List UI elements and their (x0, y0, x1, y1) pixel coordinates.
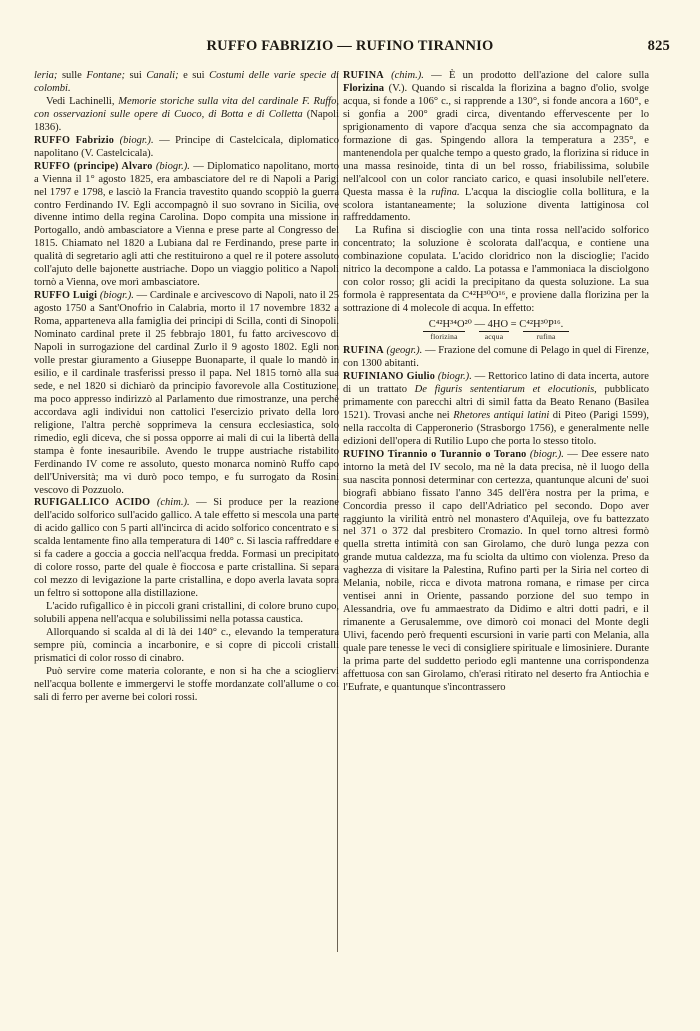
formula-label: florizina (423, 331, 465, 341)
entry-paragraph: L'acido rufigallico è in piccoli grani cristallini, di colore bruno cupo, solubili appena nell'acqua e solubilissimi nella potassa caustica. (34, 601, 339, 626)
right-column (343, 70, 649, 695)
reference-paragraph: Vedi Lachinelli, Memorie storiche sulla vita del cardinale F. Ruffo, con osservazioni sulle opere di Cuoco, di Botta e di Colletta (Napoli 1836). (34, 95, 339, 133)
entry-ruffo-luigi: RUFFO Luigi (biogr.). — Cardinale e arcivescovo di Napoli, nato il 25 agosto 1750 a Sant'Onofrio in Calabria, morto il 17 novembre 1832 a Roma, apparteneva alla famiglia dei principi di Scilla, conti di Sinopoli. Nominato cardinal prete il 25 febbrajo 1801, fu fatto arcivescovo di Napoli in surrogazione del cardinal Zurlo il 9 agosto 1802. Egli non volle prestar giuramento a Giuseppe Buonaparte, il quale lo mandò in esilio, e il cardinale trasferissi presso il papa. Nel 1815 tornò alla sua sede, e nel 1820 si dichiarò da principio favorevole alla Costituzione, ma poco appresso indirizzò al Parlamento due rimostranze, una perchè accordava agli individui non cattolici l'esercizio privato della loro religione, l'altra perchè sopprimeva la censura ecclesiastica, solo rimedio, egli diceva, che si possa opporre ai mali di cui la libertà della stampa è fonte inesauribile. Avendo le truppe austriache ristabilito Ferdinando IV come re assoluto, questo monarca nominò Ruffo capo dell'Università; ma vi durò poco tempo, e fu surrogato da Rosini vescovo di Pozzuolo. (34, 290, 340, 496)
formula-label: acqua (479, 331, 509, 341)
entry-rufina-geogr: RUFINA (geogr.). — Frazione del comune di Pelago in quel di Firenze, con 1300 abitanti. (343, 345, 649, 370)
entry-headword: RUFFO Fabrizio (34, 134, 115, 146)
entry-headword: RUFINA (343, 345, 384, 357)
formula-labels (343, 331, 649, 341)
entry-rufiniano-giulio: RUFINIANO Giulio (biogr.). — Rettorico latino di data incerta, autore di un trattato De figuris sententiarum et elocutionis, pubblicato primamente con parecchi altri di simil fatta da Beato Renano (Basilea 1521). Trovasi anche nei Rhetores antiqui latini di Piteo (Parigi 1599), nella raccolta di Capperonerio (Strasborgo 1756), e generalmente nelle edizioni dell'opera di Rutilio Lupo che porta lo stesso titolo. (343, 371, 650, 447)
running-header (30, 38, 670, 60)
formula-equation: C⁴²H³⁴O²⁰ — 4HO = C⁴²H³⁰P¹⁶. (428, 319, 564, 331)
left-column (34, 70, 339, 705)
entry-headword: RUFINO Tirannio o Turannio o Torano (343, 448, 527, 460)
continued-paragraph: leria; sulle Fontane; sui Canali; e sui Costumi delle varie specie di colombi. (34, 70, 339, 94)
entry-ruffo-fabrizio: RUFFO Fabrizio (biogr.). — Principe di Castelcicala, diplomatico napolitano (V. Castelcicala). (34, 134, 339, 159)
entry-headword: RUFINIANO Giulio (343, 371, 435, 383)
formula-label: rufina (523, 331, 569, 341)
entry-headword: RUFFO (principe) Alvaro (34, 160, 153, 172)
entry-paragraph: Può servire come materia colorante, e non si ha che a sciogliervi nell'acqua bollente e immergervi le stoffe mordanzate coll'allume o coi sali di ferro per averne bei colori rossi. (34, 665, 339, 703)
entry-rufino-tirannio: RUFINO Tirannio o Turannio o Torano (biogr.). — Dee essere nato intorno la metà del IV secolo, ma nè la data precisa, nè il luogo della sua nascita ponnosi determinar con certezza, quantunque alcuni de' suoi biografi abbiano fissato l'anno 345 dell'èra nostra per la prima, e Concordia presso il capo dell'Adriatico pel secondo. Dopo aver raggiunto la virilità entrò nel monastero d'Aquileja, ove fu battezzato nel 371 o 372 dal presbitero Cromazio. In quel torno altresì formò quella stretta intimità con san Girolamo, che durò lunga pezza con grande mutua caldezza, ma fu sciolta da ultimo con violenza. Preso da vaghezza di visitare la Palestina, Rufino partì per la Siria nel corteo di Melania, nobile, ricca e divota matrona romana, e rimase per circa ventisei anni in Oriente, passando porzione del suo tempo in Alessandria, ove fu ammaestrato da Didimo e altri dotti padri, e il rimanente a Gerusalemme, ove dimorò coi monaci del Monte degli Ulivi, facendo però frequenti escursioni in varie parti con Melania, alla quale pare tenesse le veci di consigliere spirituale e limosiniere. Durante la prima parte del suddetto periodo egli mantenne una corrispondenza affettuosa con san Girolamo, ch'erasi ritirato nel deserto fra Antiochia e l'Eufrate, e quantunque s'incontrassero (343, 448, 649, 693)
page-title: RUFFO FABRIZIO — RUFINO TIRANNIO (206, 38, 494, 54)
entry-paragraph: La Rufina si discioglie con una tinta rossa nell'acido solforico concentrato; la soluzione è scolorata dall'acqua, e contiene una combinazione copulata. L'acido cloridrico non la discioglie; l'acido nitrico la decompone a caldo. La potassa e l'ammoniaca la disciolgono con color rosso; gli acidi la precipitano da questa soluzione. La sua formola è rappresentata da C⁴²H³⁰O¹⁶, e proviene dalla florizina per la sottrazione di 4 molecole di acqua. In effetto: (343, 225, 649, 315)
entry-headword: RUFFO Luigi (34, 290, 98, 302)
entry-rufina-chim: RUFINA (chim.). — È un prodotto dell'azione del calore sulla Florizina (V.). Quando si riscalda la florizina a bagno d'olio, svolge acqua, si fonde a 106° c., si rapprende a 130°, si fonde ancora a 160°, e si gonfia a 200° gradi circa, diventando effervescente per lo sprigionamento di vapore d'acqua senza che sia accompagnato da formazione di gas. Spingendo allora la temperatura a 235°, e mantenendola per qualche tempo a questo grado, la florizina si riduce in una massa resinoide, tinta di un bel rosso, friabilissima, solubile nell'alcool con un color ranciato carico, e quasi insolubile nell'etere. Questa massa è la rufina. L'acqua la discioglie colla bollitura, e la scolora istantaneamente; la soluzione diventa lattiginosa col raffreddamento. (343, 70, 650, 224)
page-number: 825 (647, 38, 670, 54)
entry-headword: RUFINA (343, 70, 384, 81)
entry-ruffo-alvaro: RUFFO (principe) Alvaro (biogr.). — Diplomatico napolitano, morto a Vienna il 1° agosto 1825, era ambasciatore del re di Napoli a Parigi nel 1797 e 1798, e lasciò la Francia travestito quando scoppiò la guerra contro Ferdinando IV. Egli accompagnò il suo sovrano in Sicilia, ove divenne intimo della regina Carolina. Dopo compita una missione in Portogallo, andò ambasciatore a Vienna e prese parte al Congresso del 1815. Chiamato nel 1820 a Lubiana dal re Ferdinando, prese parte in qualità di segretario agli atti che restituirono a quel re il potere assoluto coll'ajuto delle bajonette austriache. Dopo un viaggio politico a Napoli tornò a Vienna, ove morì ambasciatore. (34, 160, 339, 289)
chemical-formula (343, 319, 649, 341)
entry-paragraph: Allorquando si scalda al di là dei 140° c., elevando la temperatura sempre più, comincia a incarbonire, e si copre di piccoli cristalli prismatici di color rosso di cinabro. (34, 626, 339, 664)
inline-formula: C⁴²H³⁰O¹⁶ (462, 290, 506, 302)
entry-rufigallico-acido: RUFIGALLICO ACIDO (chim.). — Si produce per la reazione dell'acido solforico sull'acido gallico. A tale effetto si mescola una parte di acido gallico con 5 parti all'incirca di acido solforico concentrato e si scalda lentamente fino alla temperatura di 140° c. Si lascia raffreddare e si fa cadere a goccia a goccia nell'acqua fredda. Formasi un precipitato di colore rosso, parte del quale è fioccosa e parte cristallina. Si separa col mezzo di levigazione la parte cristallina, e dopo averla lavata sopra un feltro si sottopone alla distillazione. (34, 497, 339, 600)
entry-headword: RUFIGALLICO ACIDO (34, 497, 151, 509)
